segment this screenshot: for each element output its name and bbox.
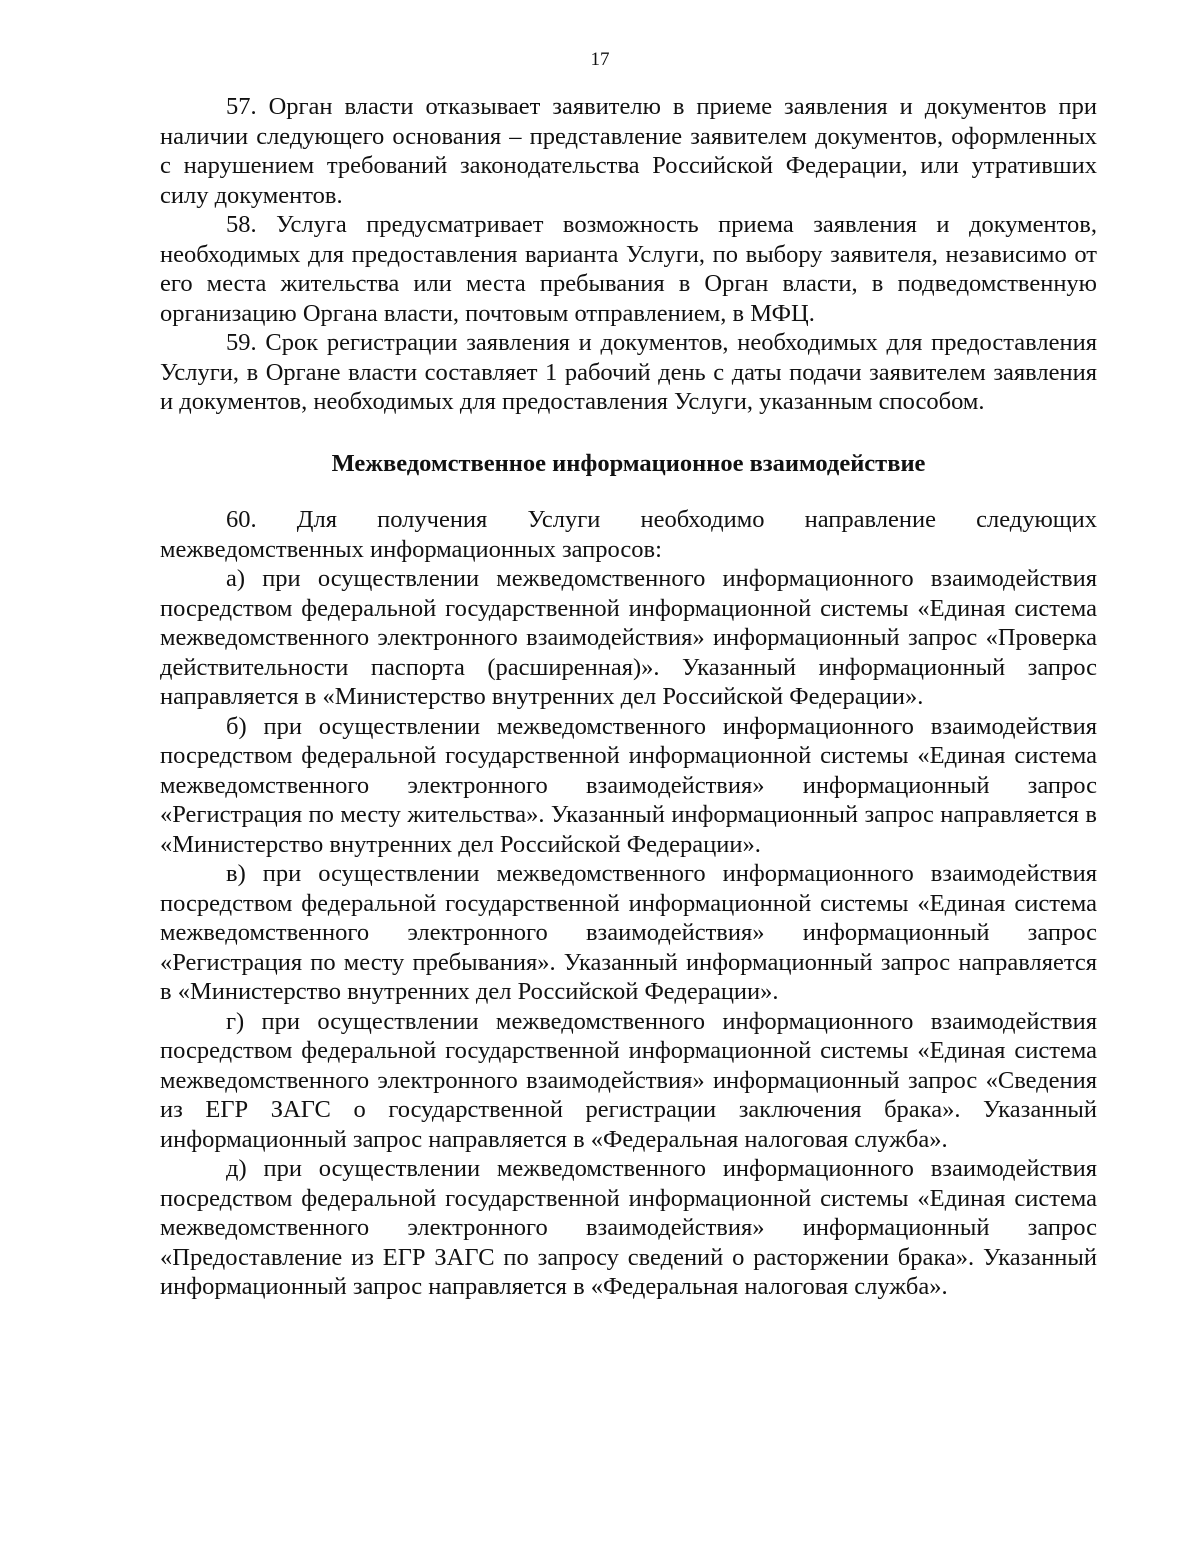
paragraph-60-item-v: в) при осуществлении межведомственного информационного взаимодействия посредством федеральной государственной информационной системы «Единая система межведомственного электронного взаимодействия» информационный запрос «Регистрация по месту пребывания». Указанный информационный запрос направляется в «Министерство внутренних дел Российской Федерации». [160, 860, 1097, 1005]
paragraph-60-item-g: г) при осуществлении межведомственного информационного взаимодействия посредством федеральной государственной информационной системы «Единая система межведомственного электронного взаимодействия» информационный запрос «Сведения из ЕГР ЗАГС о государственной регистрации заключения брака». Указанный информационный запрос направляется в «Федеральная налоговая служба». [160, 1007, 1097, 1153]
paragraph-58: 58. Услуга предусматривает возможность приема заявления и документов, необходимых для предоставления варианта Услуги, по выбору заявителя, независимо от его места жительства или места пребывания в Орган власти, в подведомственную организацию Органа власти, почтовым отправлением, в МФЦ. [160, 211, 1097, 327]
paragraph-57: 57. Орган власти отказывает заявителю в приеме заявления и документов при наличии следующего основания – представление заявителем документов, оформленных с нарушением требований законодательства Российской Федерации, или утративших силу документов. [160, 93, 1097, 209]
section-heading: Межведомственное информационное взаимодействие [331, 449, 926, 477]
paragraph-60-item-b: б) при осуществлении межведомственного информационного взаимодействия посредством федеральной государственной информационной системы «Единая система межведомственного электронного взаимодействия» информационный запрос «Регистрация по месту жительства». Указанный информационный запрос направляется в «Министерство внутренних дел Российской Федерации». [160, 712, 1097, 858]
paragraph-60: 60. Для получения Услуги необходимо направление следующих межведомственных информационных запросов: [160, 506, 1097, 563]
paragraph-60-item-d: д) при осуществлении межведомственного информационного взаимодействия посредством федеральной государственной информационной системы «Единая система межведомственного электронного взаимодействия» информационный запрос «Предоставление из ЕГР ЗАГС по запросу сведений о расторжении брака». Указанный информационный запрос направляется в «Федеральная налоговая служба». [160, 1155, 1097, 1300]
document-body [160, 92, 1097, 1302]
paragraph-60-item-a: а) при осуществлении межведомственного информационного взаимодействия посредством федеральной государственной информационной системы «Единая система межведомственного электронного взаимодействия» информационный запрос «Проверка действительности паспорта (расширенная)». Указанный информационный запрос направляется в «Министерство внутренних дел Российской Федерации». [160, 565, 1097, 710]
page-number: 17 [590, 49, 610, 70]
paragraph-59: 59. Срок регистрации заявления и документов, необходимых для предоставления Услуги, в Органе власти составляет 1 рабочий день с даты подачи заявителем заявления и документов, необходимых для предоставления Услуги, указанным способом. [160, 329, 1097, 415]
